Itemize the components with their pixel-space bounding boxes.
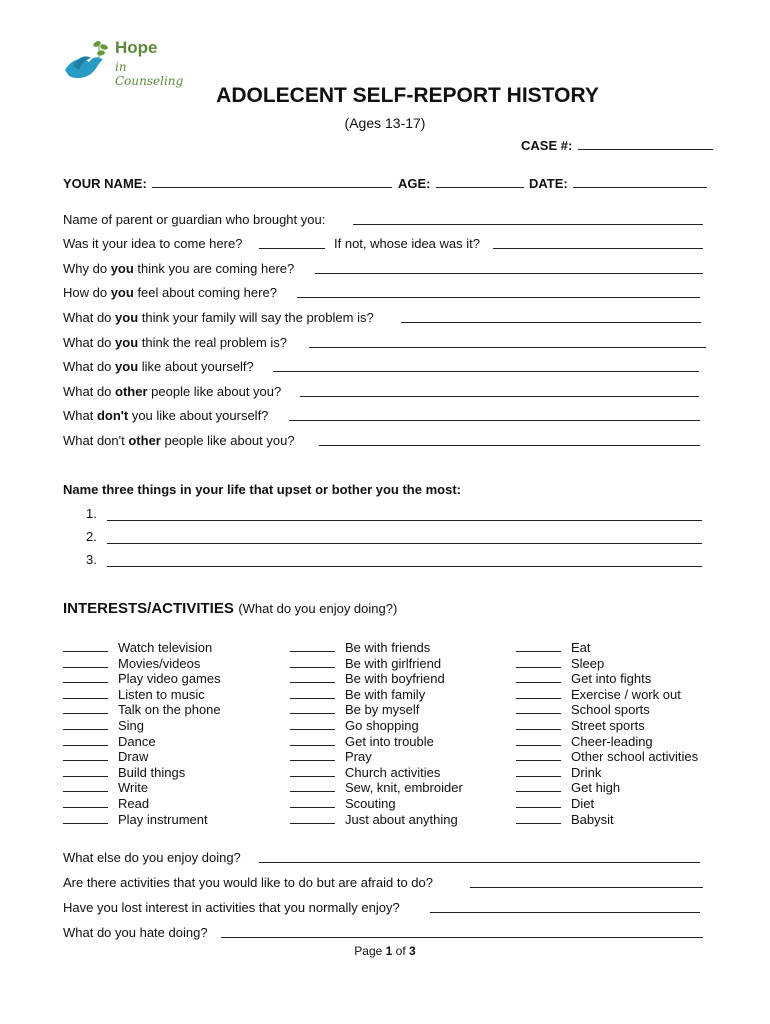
question-row: What else do you enjoy doing? bbox=[63, 850, 700, 865]
question-row: What don't you like about yourself? bbox=[63, 408, 703, 423]
question-row: How do you feel about coming here? bbox=[63, 285, 703, 300]
name-line[interactable] bbox=[152, 175, 392, 188]
name-row bbox=[63, 175, 392, 191]
activity-label: Watch television bbox=[118, 640, 213, 655]
activity-label: Diet bbox=[571, 795, 595, 811]
activities-column-1 bbox=[63, 640, 221, 827]
question-row: What do you hate doing? bbox=[63, 925, 703, 940]
activity-label: Dance bbox=[118, 733, 156, 749]
activity-label: Exercise / work out bbox=[571, 686, 681, 702]
activities-column-3 bbox=[516, 640, 698, 827]
activity-label: Scouting bbox=[345, 795, 396, 811]
case-label: CASE #: bbox=[521, 138, 573, 153]
activity-label: Read bbox=[118, 795, 150, 811]
activity-checkbox-line[interactable] bbox=[63, 734, 108, 746]
activity-label: Drink bbox=[571, 764, 602, 780]
activity-checkbox-line[interactable] bbox=[516, 702, 561, 714]
activity-label: Sew, knit, embroider bbox=[345, 780, 463, 796]
age-field bbox=[398, 175, 524, 191]
activity-item bbox=[516, 780, 698, 796]
activity-item bbox=[516, 796, 698, 812]
three-things-heading: Name three things in your life that upset or bother you the most: bbox=[63, 482, 461, 497]
activity-label: Be with boyfriend bbox=[345, 671, 445, 687]
activity-item bbox=[290, 796, 463, 812]
answer-line[interactable] bbox=[107, 566, 702, 567]
activity-label: Draw bbox=[118, 749, 149, 765]
answer-line[interactable] bbox=[259, 248, 325, 249]
activity-label: Pray bbox=[345, 749, 372, 765]
activity-item bbox=[63, 765, 221, 781]
activity-item bbox=[63, 780, 221, 796]
activity-label: Get into trouble bbox=[345, 733, 434, 749]
date-label: DATE: bbox=[529, 176, 568, 191]
activities-column-2 bbox=[290, 640, 463, 827]
activity-checkbox-line[interactable] bbox=[63, 718, 108, 730]
answer-line[interactable] bbox=[315, 273, 703, 274]
activity-checkbox-line[interactable] bbox=[290, 687, 335, 699]
question-row bbox=[63, 212, 703, 227]
activity-item bbox=[516, 702, 698, 718]
logo-text-hope: Hope bbox=[115, 38, 158, 57]
page-title: ADOLECENT SELF-REPORT HISTORY bbox=[216, 84, 599, 107]
activity-label: Be by myself bbox=[345, 702, 420, 718]
bird-logo-icon bbox=[63, 38, 113, 84]
activity-label: Eat bbox=[571, 640, 591, 655]
activity-label: Street sports bbox=[571, 717, 645, 733]
activity-checkbox-line[interactable] bbox=[290, 702, 335, 714]
activity-item bbox=[63, 734, 221, 750]
age-label: AGE: bbox=[398, 176, 431, 191]
answer-line[interactable] bbox=[319, 445, 700, 446]
activity-checkbox-line[interactable] bbox=[516, 749, 561, 761]
answer-line[interactable] bbox=[221, 937, 703, 938]
list-number: 1. bbox=[86, 506, 97, 521]
question-row bbox=[63, 236, 703, 251]
activity-label: Talk on the phone bbox=[118, 702, 221, 718]
activity-item bbox=[63, 702, 221, 718]
activity-label: Play instrument bbox=[118, 811, 208, 827]
activity-checkbox-line[interactable] bbox=[63, 656, 108, 668]
logo bbox=[63, 38, 193, 88]
activity-item bbox=[63, 671, 221, 687]
answer-line[interactable] bbox=[107, 543, 702, 544]
activity-checkbox-line[interactable] bbox=[290, 749, 335, 761]
answer-line[interactable] bbox=[401, 322, 701, 323]
activity-checkbox-line[interactable] bbox=[63, 702, 108, 714]
case-number-field[interactable] bbox=[521, 137, 713, 153]
activity-item bbox=[290, 780, 463, 796]
activity-checkbox-line[interactable] bbox=[290, 656, 335, 668]
activity-item bbox=[63, 796, 221, 812]
activity-label: Cheer-leading bbox=[571, 733, 653, 749]
activity-label: Church activities bbox=[345, 764, 441, 780]
activity-item bbox=[63, 812, 221, 828]
activity-checkbox-line[interactable] bbox=[516, 796, 561, 808]
age-line[interactable] bbox=[436, 175, 524, 188]
activity-label: Be with friends bbox=[345, 640, 431, 655]
question-row: What don't other people like about you? bbox=[63, 433, 703, 448]
activity-item bbox=[63, 640, 221, 656]
answer-line[interactable] bbox=[259, 862, 700, 863]
answer-line[interactable] bbox=[470, 887, 703, 888]
activity-label: Sing bbox=[118, 717, 145, 733]
activity-checkbox-line[interactable] bbox=[63, 671, 108, 683]
logo-text-counseling: in Counseling bbox=[115, 60, 184, 88]
whose-idea-text: If not, whose idea was it? bbox=[334, 236, 480, 251]
activity-checkbox-line[interactable] bbox=[290, 812, 335, 824]
activity-checkbox-line[interactable] bbox=[63, 640, 108, 652]
activity-item bbox=[516, 765, 698, 781]
question-text: Name of parent or guardian who brought you: bbox=[63, 212, 326, 227]
activity-item bbox=[290, 687, 463, 703]
question-row: What do you think your family will say the problem is? bbox=[63, 310, 703, 325]
activity-item bbox=[516, 640, 698, 656]
activity-item bbox=[516, 671, 698, 687]
activity-checkbox-line[interactable] bbox=[290, 765, 335, 777]
activity-label: Movies/videos bbox=[118, 655, 201, 671]
question-text: Was it your idea to come here? bbox=[63, 236, 243, 251]
date-line[interactable] bbox=[573, 175, 707, 188]
activity-checkbox-line[interactable] bbox=[63, 796, 108, 808]
activity-checkbox-line[interactable] bbox=[516, 656, 561, 668]
activity-item bbox=[516, 718, 698, 734]
answer-line[interactable] bbox=[493, 248, 703, 249]
activity-checkbox-line[interactable] bbox=[63, 780, 108, 792]
activity-checkbox-line[interactable] bbox=[290, 796, 335, 808]
activity-item bbox=[290, 718, 463, 734]
date-field bbox=[529, 175, 707, 191]
activity-label: Sleep bbox=[571, 655, 605, 671]
activity-checkbox-line[interactable] bbox=[290, 718, 335, 730]
activity-item bbox=[63, 687, 221, 703]
activity-checkbox-line[interactable] bbox=[63, 749, 108, 761]
activity-checkbox-line[interactable] bbox=[63, 687, 108, 699]
activity-item bbox=[63, 656, 221, 672]
activity-item bbox=[516, 687, 698, 703]
activity-checkbox-line[interactable] bbox=[516, 671, 561, 683]
activity-label: School sports bbox=[571, 702, 650, 718]
activity-checkbox-line[interactable] bbox=[516, 812, 561, 824]
activity-label: Just about anything bbox=[345, 811, 458, 827]
activity-item bbox=[516, 749, 698, 765]
activity-checkbox-line[interactable] bbox=[516, 687, 561, 699]
activity-item bbox=[290, 656, 463, 672]
activity-label: Listen to music bbox=[118, 686, 205, 702]
interests-heading: INTERESTS/ACTIVITIES (What do you enjoy doing?) bbox=[63, 600, 398, 617]
activity-item bbox=[516, 656, 698, 672]
activity-label: Babysit bbox=[571, 811, 614, 827]
activity-item bbox=[290, 671, 463, 687]
activity-item bbox=[63, 718, 221, 734]
activity-label: Other school activities bbox=[571, 749, 699, 765]
activity-item bbox=[290, 734, 463, 750]
activity-checkbox-line[interactable] bbox=[516, 718, 561, 730]
list-number: 2. bbox=[86, 529, 97, 544]
activity-item bbox=[290, 640, 463, 656]
activity-checkbox-line[interactable] bbox=[63, 812, 108, 824]
activity-label: Go shopping bbox=[345, 717, 419, 733]
answer-line[interactable] bbox=[353, 224, 703, 225]
page-subtitle: (Ages 13-17) bbox=[344, 115, 426, 131]
question-row: Why do you think you are coming here? bbox=[63, 261, 703, 276]
answer-line[interactable] bbox=[309, 347, 706, 348]
answer-line[interactable] bbox=[300, 396, 699, 397]
case-number-line[interactable] bbox=[578, 137, 713, 150]
activity-label: Be with family bbox=[345, 686, 426, 702]
activity-label: Get high bbox=[571, 780, 621, 796]
activity-label: Build things bbox=[118, 764, 186, 780]
page-footer: Page 1 of 3 bbox=[354, 944, 416, 958]
activity-item bbox=[290, 765, 463, 781]
activity-item bbox=[516, 812, 698, 828]
answer-line[interactable] bbox=[289, 420, 700, 421]
activity-label: Write bbox=[118, 780, 149, 796]
activity-item bbox=[63, 749, 221, 765]
question-row: What do you like about yourself? bbox=[63, 359, 703, 374]
answer-line[interactable] bbox=[273, 371, 699, 372]
question-row: What do you think the real problem is? bbox=[63, 335, 706, 350]
activity-checkbox-line[interactable] bbox=[290, 671, 335, 683]
activity-checkbox-line[interactable] bbox=[290, 734, 335, 746]
activity-item bbox=[290, 702, 463, 718]
activity-checkbox-line[interactable] bbox=[63, 765, 108, 777]
name-label: YOUR NAME: bbox=[63, 176, 147, 191]
question-row: Have you lost interest in activities that you normally enjoy? bbox=[63, 900, 700, 915]
activity-item bbox=[516, 734, 698, 750]
activity-item bbox=[290, 812, 463, 828]
answer-line[interactable] bbox=[107, 520, 702, 521]
question-row: Are there activities that you would like to do but are afraid to do? bbox=[63, 875, 703, 890]
activity-label: Get into fights bbox=[571, 671, 652, 687]
answer-line[interactable] bbox=[430, 912, 700, 913]
activity-checkbox-line[interactable] bbox=[290, 780, 335, 792]
activity-checkbox-line[interactable] bbox=[516, 640, 561, 652]
activity-label: Be with girlfriend bbox=[345, 655, 442, 671]
activity-label: Play video games bbox=[118, 671, 221, 687]
question-row: What do other people like about you? bbox=[63, 384, 703, 399]
activity-checkbox-line[interactable] bbox=[516, 780, 561, 792]
answer-line[interactable] bbox=[297, 297, 700, 298]
activity-checkbox-line[interactable] bbox=[516, 765, 561, 777]
activity-checkbox-line[interactable] bbox=[290, 640, 335, 652]
activity-checkbox-line[interactable] bbox=[516, 734, 561, 746]
list-number: 3. bbox=[86, 552, 97, 567]
activity-item bbox=[290, 749, 463, 765]
